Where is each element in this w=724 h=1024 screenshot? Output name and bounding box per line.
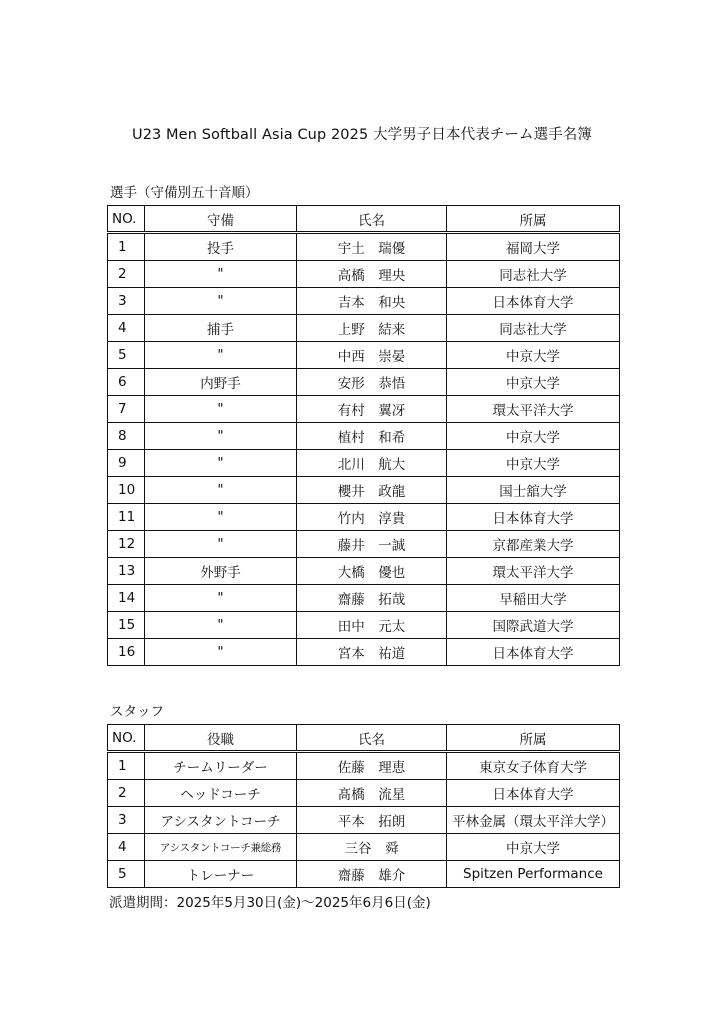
cell-position: 内野手 <box>145 369 297 396</box>
header-affiliation: 所属 <box>447 725 620 752</box>
cell-name: 安形 恭悟 <box>297 369 447 396</box>
cell-affiliation: 京都産業大学 <box>447 531 620 558</box>
table-row <box>108 834 620 861</box>
cell-position: " <box>145 261 297 288</box>
cell-position: " <box>145 288 297 315</box>
cell-position: " <box>145 450 297 477</box>
dispatch-period: 派遣期間：2025年5月30日(金)～2025年6月6日(金) <box>109 895 431 911</box>
table-row <box>108 807 620 834</box>
cell-position: " <box>145 423 297 450</box>
cell-no: 3 <box>108 807 145 834</box>
table-row <box>108 531 620 558</box>
cell-no: 12 <box>108 531 145 558</box>
header-name: 氏名 <box>297 725 447 752</box>
header-no: NO. <box>108 206 145 233</box>
table-row <box>108 396 620 423</box>
cell-affiliation: 中京大学 <box>447 423 620 450</box>
cell-name: 北川 航大 <box>297 450 447 477</box>
table-row <box>108 558 620 585</box>
table-row <box>108 639 620 666</box>
cell-name: 大橋 優也 <box>297 558 447 585</box>
players-section-label: 選手（守備別五十音順） <box>110 185 259 201</box>
cell-no: 1 <box>108 752 145 780</box>
cell-no: 14 <box>108 585 145 612</box>
cell-role: トレーナー <box>145 861 297 888</box>
cell-no: 1 <box>108 233 145 261</box>
cell-name: 齋藤 拓哉 <box>297 585 447 612</box>
cell-position: " <box>145 612 297 639</box>
cell-affiliation: 同志社大学 <box>447 261 620 288</box>
cell-affiliation: 環太平洋大学 <box>447 558 620 585</box>
table-row <box>108 369 620 396</box>
header-position: 守備 <box>145 206 297 233</box>
header-affiliation: 所属 <box>447 206 620 233</box>
cell-name: 宮本 祐道 <box>297 639 447 666</box>
table-row <box>108 288 620 315</box>
table-row <box>108 477 620 504</box>
cell-affiliation: 国際武道大学 <box>447 612 620 639</box>
cell-affiliation: 国士舘大学 <box>447 477 620 504</box>
cell-no: 9 <box>108 450 145 477</box>
cell-name: 吉本 和央 <box>297 288 447 315</box>
cell-affiliation: 福岡大学 <box>447 233 620 261</box>
cell-affiliation: 日本体育大学 <box>447 288 620 315</box>
cell-affiliation: 中京大学 <box>447 834 620 861</box>
staff-header-row <box>108 725 620 752</box>
cell-affiliation: Spitzen Performance <box>447 861 620 888</box>
cell-role: アシスタントコーチ兼総務 <box>145 834 297 861</box>
header-role: 役職 <box>145 725 297 752</box>
cell-no: 4 <box>108 315 145 342</box>
cell-position: " <box>145 585 297 612</box>
cell-affiliation: 平林金属（環太平洋大学） <box>447 807 620 834</box>
players-table <box>107 205 620 666</box>
cell-position: " <box>145 396 297 423</box>
cell-no: 16 <box>108 639 145 666</box>
cell-name: 藤井 一誠 <box>297 531 447 558</box>
cell-name: 宇土 瑞優 <box>297 233 447 261</box>
cell-position: " <box>145 477 297 504</box>
cell-name: 高橋 理央 <box>297 261 447 288</box>
cell-name: 三谷 舜 <box>297 834 447 861</box>
cell-position: " <box>145 504 297 531</box>
cell-name: 上野 結来 <box>297 315 447 342</box>
cell-no: 15 <box>108 612 145 639</box>
cell-affiliation: 中京大学 <box>447 450 620 477</box>
table-row <box>108 233 620 261</box>
cell-no: 3 <box>108 288 145 315</box>
table-row <box>108 752 620 780</box>
cell-position: 外野手 <box>145 558 297 585</box>
table-row <box>108 261 620 288</box>
cell-role: チームリーダー <box>145 752 297 780</box>
table-row <box>108 423 620 450</box>
cell-name: 有村 翼冴 <box>297 396 447 423</box>
table-row <box>108 585 620 612</box>
cell-position: " <box>145 342 297 369</box>
cell-affiliation: 同志社大学 <box>447 315 620 342</box>
cell-affiliation: 中京大学 <box>447 369 620 396</box>
cell-name: 髙橋 流星 <box>297 780 447 807</box>
cell-no: 2 <box>108 780 145 807</box>
cell-no: 8 <box>108 423 145 450</box>
cell-affiliation: 日本体育大学 <box>447 504 620 531</box>
cell-affiliation: 早稲田大学 <box>447 585 620 612</box>
cell-affiliation: 環太平洋大学 <box>447 396 620 423</box>
cell-name: 竹内 淳貴 <box>297 504 447 531</box>
cell-position: 投手 <box>145 233 297 261</box>
cell-name: 櫻井 政龍 <box>297 477 447 504</box>
cell-no: 13 <box>108 558 145 585</box>
cell-no: 5 <box>108 342 145 369</box>
cell-affiliation: 中京大学 <box>447 342 620 369</box>
cell-position: " <box>145 639 297 666</box>
cell-affiliation: 東京女子体育大学 <box>447 752 620 780</box>
cell-name: 中西 崇晏 <box>297 342 447 369</box>
cell-name: 佐藤 理恵 <box>297 752 447 780</box>
cell-no: 6 <box>108 369 145 396</box>
table-row <box>108 342 620 369</box>
cell-name: 田中 元太 <box>297 612 447 639</box>
cell-name: 植村 和希 <box>297 423 447 450</box>
table-row <box>108 504 620 531</box>
cell-no: 4 <box>108 834 145 861</box>
cell-name: 齋藤 雄介 <box>297 861 447 888</box>
staff-table <box>107 724 620 888</box>
staff-section-label: スタッフ <box>110 704 164 720</box>
cell-position: " <box>145 531 297 558</box>
header-no: NO. <box>108 725 145 752</box>
cell-name: 平本 拓朗 <box>297 807 447 834</box>
cell-no: 11 <box>108 504 145 531</box>
players-header-row <box>108 206 620 233</box>
table-row <box>108 315 620 342</box>
table-row <box>108 450 620 477</box>
cell-no: 2 <box>108 261 145 288</box>
cell-no: 7 <box>108 396 145 423</box>
table-row <box>108 861 620 888</box>
table-row <box>108 780 620 807</box>
document-title: U23 Men Softball Asia Cup 2025 大学男子日本代表チーム選手名簿 <box>131 127 592 143</box>
cell-affiliation: 日本体育大学 <box>447 780 620 807</box>
table-row <box>108 612 620 639</box>
cell-position: 捕手 <box>145 315 297 342</box>
cell-no: 5 <box>108 861 145 888</box>
cell-affiliation: 日本体育大学 <box>447 639 620 666</box>
cell-role: ヘッドコーチ <box>145 780 297 807</box>
header-name: 氏名 <box>297 206 447 233</box>
cell-role: アシスタントコーチ <box>145 807 297 834</box>
cell-no: 10 <box>108 477 145 504</box>
